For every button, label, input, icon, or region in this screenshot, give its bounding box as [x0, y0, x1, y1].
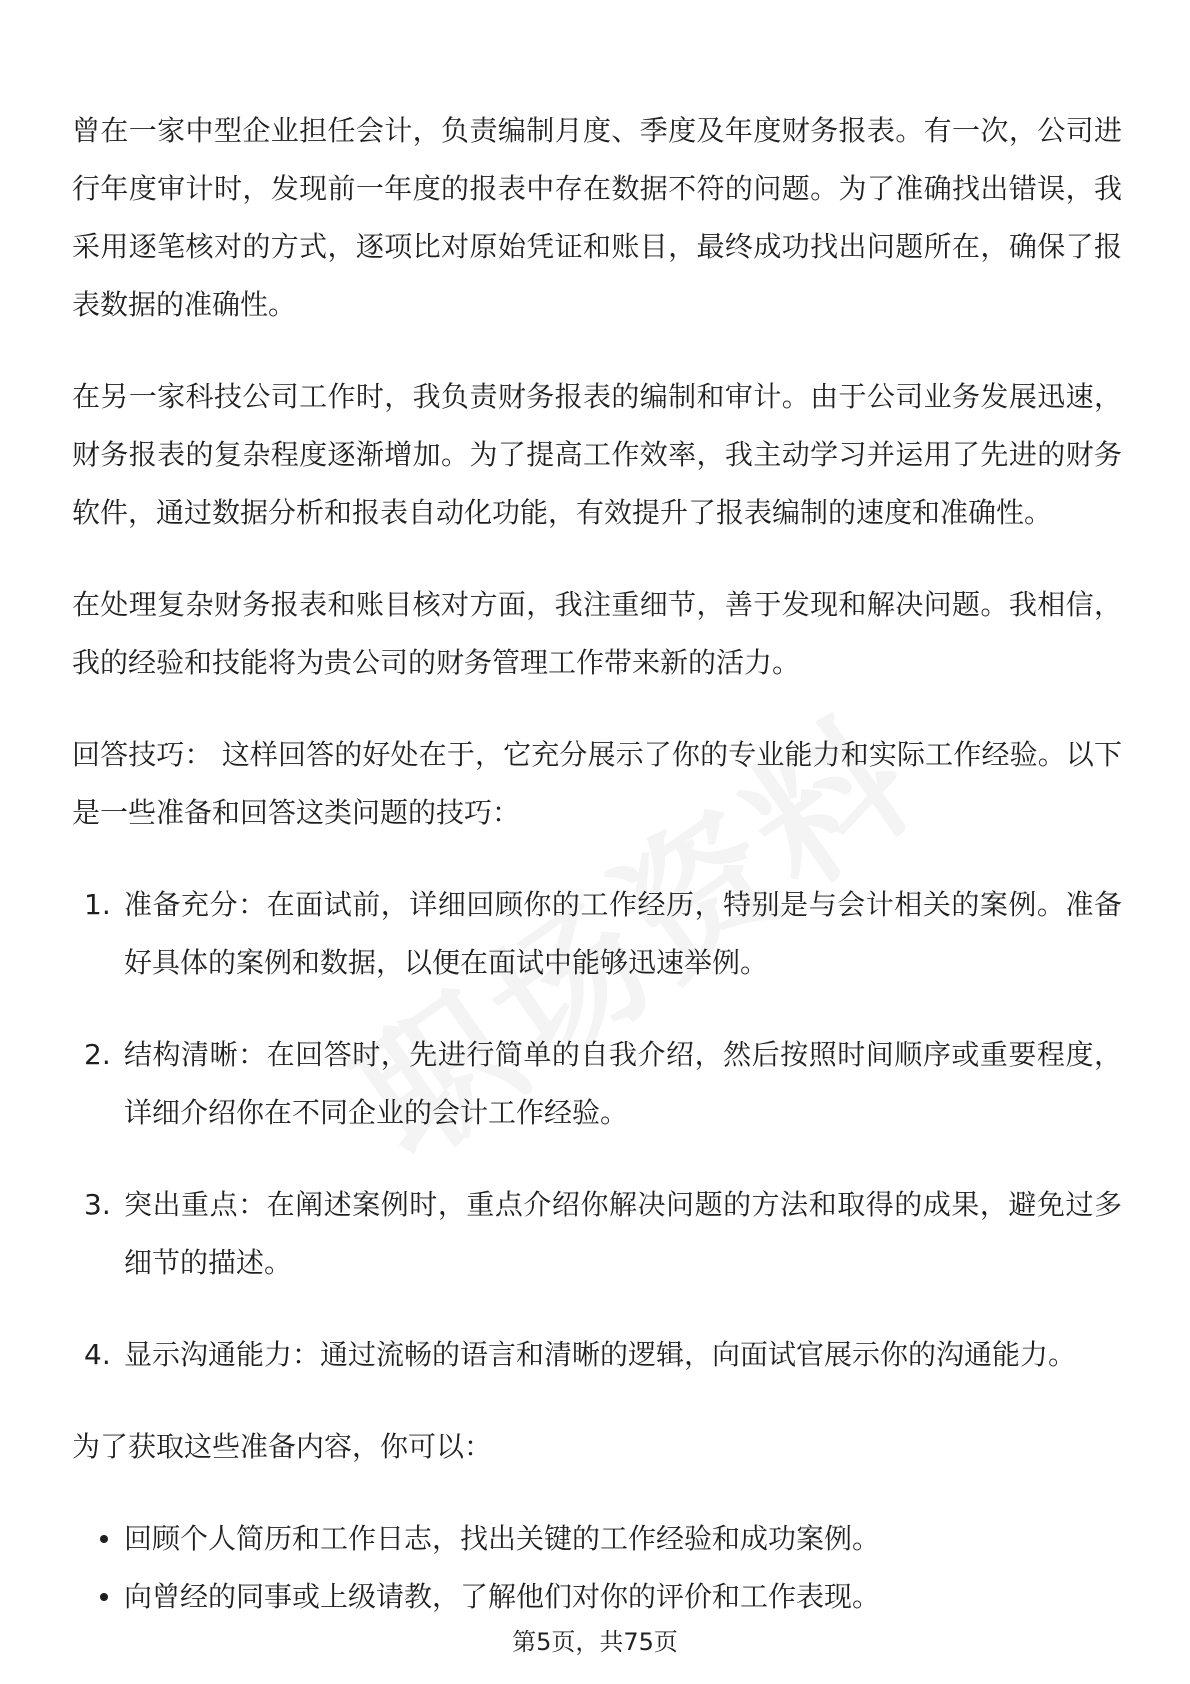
- bullet-dot-icon: [100, 1535, 108, 1543]
- list-item-text: 突出重点：在阐述案例时，重点介绍你解决问题的方法和取得的成果，避免过多细节的描述。: [124, 1188, 1122, 1279]
- paragraph-tips-intro: 回答技巧： 这样回答的好处在于，它充分展示了你的专业能力和实际工作经验。以下是一些准备和回答这类问题的技巧：: [72, 738, 1122, 829]
- list-number: 2.: [84, 1038, 111, 1071]
- list-item: [72, 876, 1122, 992]
- bullet-item: [72, 1510, 1122, 1568]
- paragraph-experience-1: 曾在一家中型企业担任会计，负责编制月度、季度及年度财务报表。有一次，公司进行年度审计时，发现前一年度的报表中存在数据不符的问题。为了准确找出错误，我采用逐笔核对的方式，逐项比对原始凭证和账目，最终成功找出问题所在，确保了报表数据的准确性。: [72, 114, 1122, 321]
- list-number: 1.: [84, 888, 111, 921]
- paragraph-summary: 在处理复杂财务报表和账目核对方面，我注重细节，善于发现和解决问题。我相信，我的经验和技能将为贵公司的财务管理工作带来新的活力。: [72, 588, 1122, 679]
- paragraph-experience-2: 在另一家科技公司工作时，我负责财务报表的编制和审计。由于公司业务发展迅速，财务报表的复杂程度逐渐增加。为了提高工作效率，我主动学习并运用了先进的财务软件，通过数据分析和报表自动化功能，有效提升了报表编制的速度和准确性。: [72, 380, 1122, 529]
- page-footer: 第5页，共75页: [512, 1628, 678, 1656]
- list-number: 3.: [84, 1188, 111, 1221]
- list-item: [72, 1176, 1122, 1292]
- tips-list: [72, 876, 1122, 1384]
- paragraph-preparation: 为了获取这些准备内容，你可以：: [72, 1430, 493, 1463]
- bullet-item: [72, 1568, 1122, 1626]
- list-item-text: 显示沟通能力：通过流畅的语言和清晰的逻辑，向面试官展示你的沟通能力。: [124, 1338, 1077, 1371]
- bullet-dot-icon: [100, 1593, 108, 1601]
- list-item-text: 结构清晰：在回答时，先进行简单的自我介绍，然后按照时间顺序或重要程度，详细介绍你在不同企业的会计工作经验。: [124, 1038, 1122, 1129]
- preparation-list: [72, 1510, 1122, 1626]
- list-number: 4.: [84, 1338, 111, 1371]
- bullet-item-text: 向曾经的同事或上级请教，了解他们对你的评价和工作表现。: [124, 1580, 881, 1613]
- list-item: [72, 1326, 1122, 1384]
- bullet-item-text: 回顾个人简历和工作日志，找出关键的工作经验和成功案例。: [124, 1522, 881, 1555]
- list-item: [72, 1026, 1122, 1142]
- list-item-text: 准备充分：在面试前，详细回顾你的工作经历，特别是与会计相关的案例。准备好具体的案例和数据，以便在面试中能够迅速举例。: [124, 888, 1122, 979]
- document-body: [72, 102, 1122, 1626]
